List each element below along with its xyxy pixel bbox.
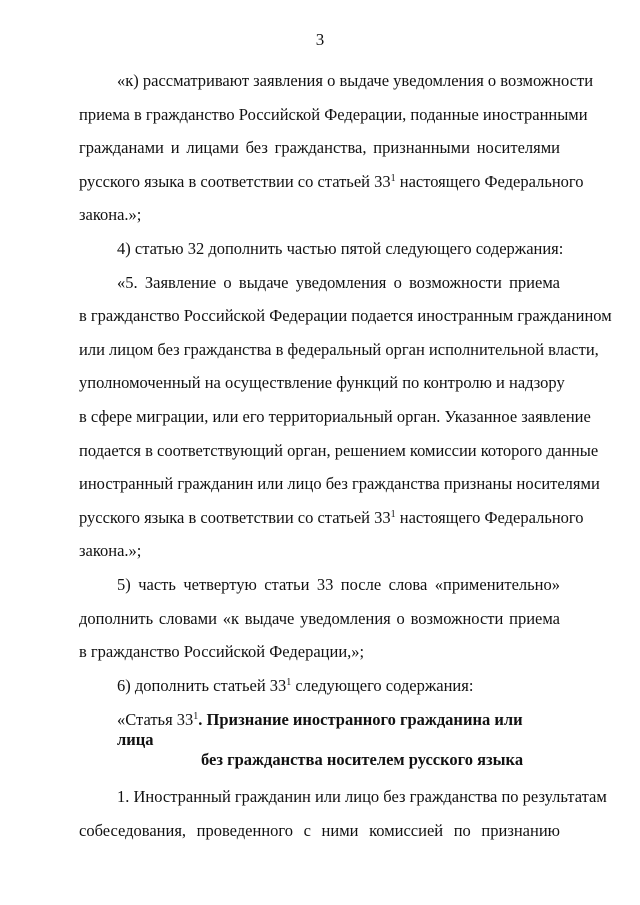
text-line: в сфере миграции, или его территориальный орган. Указанное заявление	[79, 406, 591, 426]
superscript: 1	[286, 676, 292, 688]
text-line: собеседования, проведенного с ними комиссией по признанию	[79, 820, 560, 840]
paragraph-part-5	[79, 266, 612, 568]
page-number: 3	[315, 30, 325, 49]
text-line	[79, 501, 584, 535]
text-line: дополнить словами «к выдаче уведомления о возможности приема	[79, 608, 560, 628]
article-title: Признание иностранного гражданина или лица	[117, 710, 523, 750]
text-line: или лицом без гражданства в федеральный орган исполнительной власти,	[79, 339, 599, 359]
text-line: иностранный гражданин или лицо без гражданства признаны носителями	[79, 474, 600, 494]
paragraph-article-part-1	[79, 780, 607, 847]
article-heading	[79, 710, 560, 770]
article-title-line-2: без гражданства носителем русского языка	[201, 750, 524, 770]
text-segment: настоящего Федерального	[395, 171, 584, 191]
text-line: приема в гражданство Российской Федерации, поданные иностранными	[79, 104, 588, 124]
text-line: уполномоченный на осуществление функций по контролю и надзору	[79, 373, 565, 393]
text-segment: следующего содержания:	[291, 675, 474, 695]
paragraph-item-6	[79, 669, 560, 703]
paragraph-k	[79, 64, 594, 232]
text-line: в гражданство Российской Федерации подается иностранным гражданином	[79, 306, 612, 326]
text-line: «к) рассматривают заявления о выдаче уведомления о возможности	[117, 71, 594, 90]
text-line: 1. Иностранный гражданин или лицо без гражданства по результатам	[117, 787, 607, 807]
text-line: закона.»;	[79, 205, 142, 225]
text-line: 4) статью 32 дополнить частью пятой следующего содержания:	[117, 238, 564, 258]
paragraph-item-4	[79, 232, 564, 266]
article-prefix-end: .	[198, 710, 207, 730]
text-segment: настоящего Федерального	[395, 507, 584, 527]
text-segment: русского языка в соответствии со статьей 33	[79, 507, 391, 527]
superscript: 1	[390, 172, 396, 184]
text-line: в гражданство Российской Федерации,»;	[79, 642, 365, 662]
text-segment: 6) дополнить статьей 33	[117, 675, 287, 695]
text-segment: русского языка в соответствии со статьей 33	[79, 171, 391, 191]
text-line	[79, 669, 560, 703]
text-line: гражданами и лицами без гражданства, признанными носителями	[79, 138, 560, 158]
text-line: «5. Заявление о выдаче уведомления о возможности приема	[117, 272, 560, 292]
paragraph-item-5	[79, 568, 560, 669]
text-line	[79, 165, 584, 199]
text-line: подается в соответствующий орган, решением комиссии которого данные	[79, 440, 599, 460]
text-line: закона.»;	[79, 541, 142, 561]
superscript: 1	[390, 508, 396, 520]
document-body	[79, 64, 612, 847]
superscript: 1	[193, 711, 199, 723]
article-prefix: «Статья 33	[117, 710, 194, 730]
text-line: 5) часть четвертую статьи 33 после слова «применительно»	[117, 574, 560, 594]
